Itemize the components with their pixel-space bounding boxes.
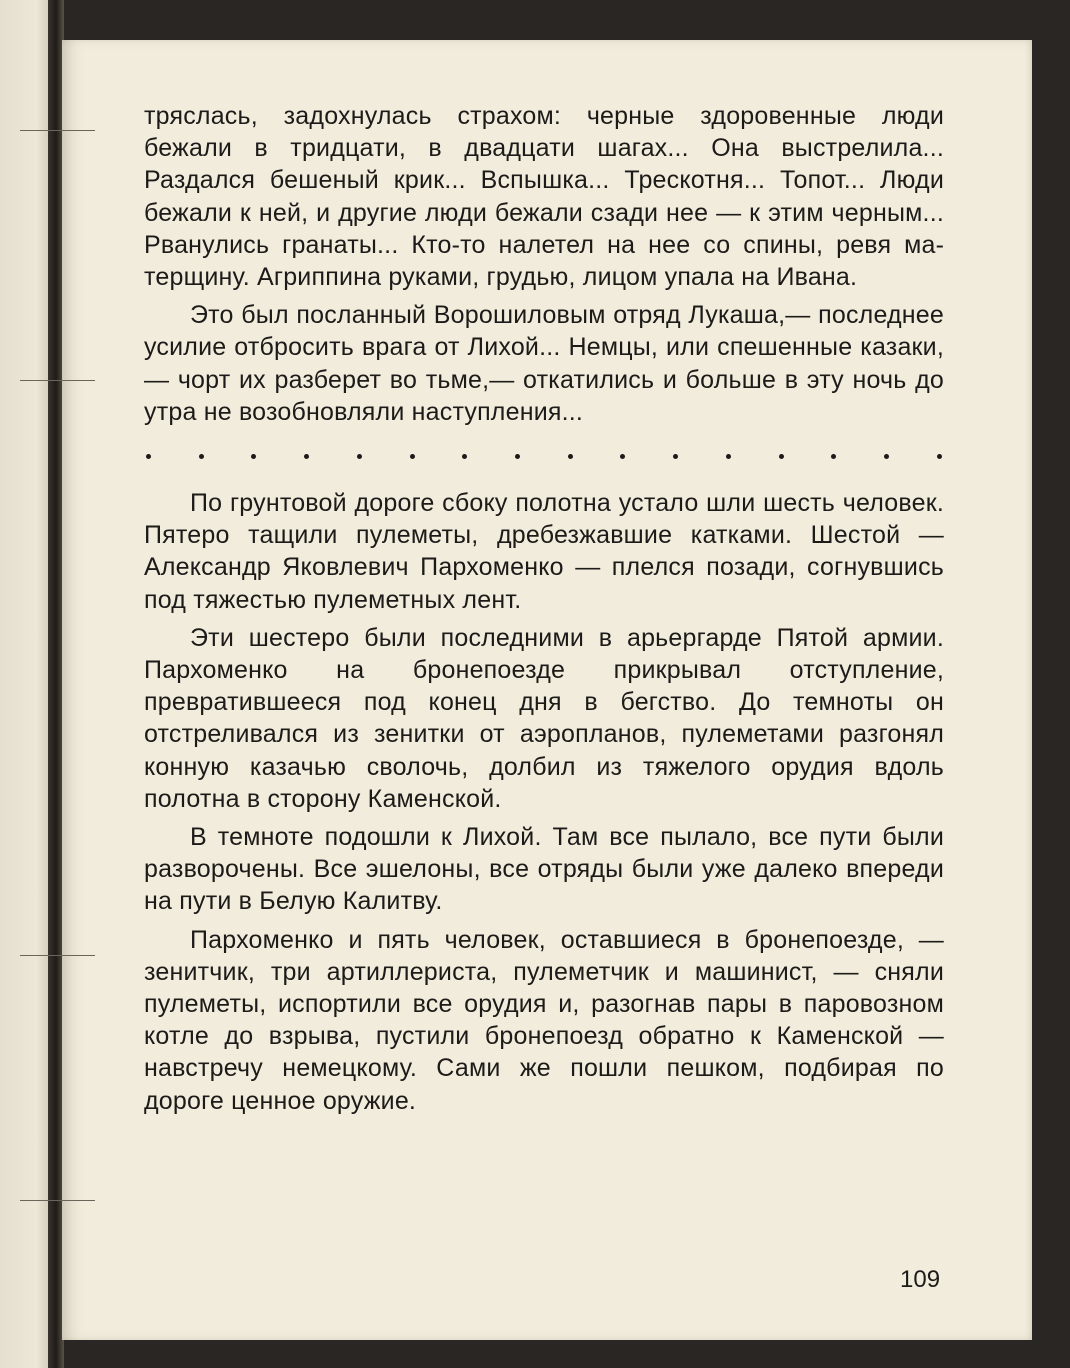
page-number: 109 [900, 1266, 941, 1293]
separator-dot [462, 454, 467, 459]
separator-dot [251, 454, 256, 459]
stitch-mark [20, 380, 95, 381]
separator-dot [357, 454, 362, 459]
page-text [144, 100, 944, 1123]
separator-dot [304, 454, 309, 459]
separator-dot [937, 454, 942, 459]
separator-dot [620, 454, 625, 459]
left-page-edge [0, 0, 52, 1368]
paragraph: Это был посланный Ворошиловым отряд Лукаша,— последнее усилие отбросить врага от Лихой... Немцы, или спешенные казаки, — чорт их разберет во тьме,— откатились и больше в эту ночь до утра не возобновляли наступления... [144, 301, 944, 426]
paragraph: Эти шестеро были последними в арьергарде Пятой армии. Пархоменко на бронепоезде прикрывал отступление, превратившееся под конец дня в бегство. До темноты он отстреливался из зенитки от аэропланов, пулеметами разгонял конную казачью сволочь, долбил из тяжелого орудия вдоль полотна в сторону Каменской. [144, 623, 944, 813]
separator-dot [884, 454, 889, 459]
separator-dot [410, 454, 415, 459]
paragraph: тряслась, задохнулась страхом: черные здоровенные люди бежали в тридцати, в двадцати шагах... Она выстрелила... Раздался бешеный крик... Вспышка... Трескотня... Топот... Люди бежали к ней, и другие люди бежали сзади нее — к этим черным... Рванулись гранаты... Кто-то налетел на нее со спины, ревя матерщину. Агриппина руками, грудью, лицом упала на Ивана. [144, 102, 944, 292]
separator-dot [146, 454, 151, 459]
separator-dot [779, 454, 784, 459]
paragraph: В темноте подошли к Лихой. Там все пылало, все пути были разворочены. Все эшелоны, все отряды были уже далеко впереди на пути в Белую Калитву. [144, 823, 944, 916]
separator-dot [515, 454, 520, 459]
separator-dot [726, 454, 731, 459]
separator-dot [831, 454, 836, 459]
section-separator [144, 454, 944, 459]
paragraph: Пархоменко и пять человек, оставшиеся в бронепоезде, — зенитчик, три артиллериста, пулеметчик и машинист, — сняли пулеметы, испортили все орудия и, разогнав пары в паровозном котле до взрыва, пустили бронепоезд обратно к Каменской — навстречу немецкому. Сами же пошли пешком, подбирая по дороге ценное оружие. [144, 925, 944, 1115]
stitch-mark [20, 955, 95, 956]
separator-dot [199, 454, 204, 459]
separator-dot [673, 454, 678, 459]
stitch-mark [20, 130, 95, 131]
paragraph: По грунтовой дороге сбоку полотна устало шли шесть человек. Пятеро тащили пулеметы, дребезжавшие катками. Шестой — Александр Яковлевич Пархоменко — плелся позади, согнувшись под тяжестью пулеметных лент. [144, 489, 944, 614]
separator-dot [568, 454, 573, 459]
stitch-mark [20, 1200, 95, 1201]
